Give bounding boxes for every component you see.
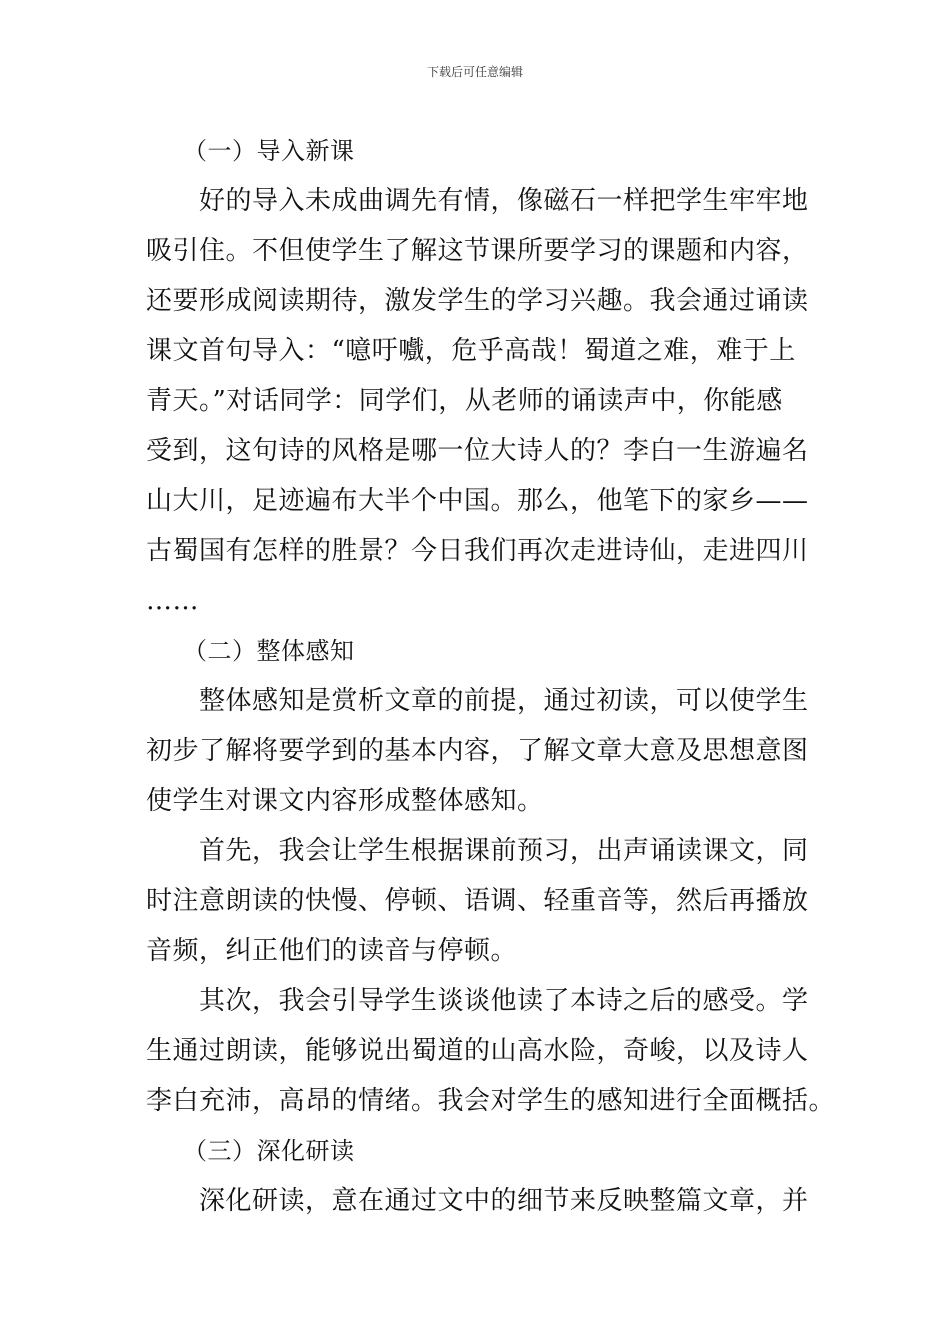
section-heading: （二）整体感知 [146, 637, 355, 665]
text-line: 时注意朗读的快慢、停顿、语调、轻重音等，然后再播放 [146, 886, 809, 916]
text-line: …… [146, 586, 199, 616]
text-line: 还要形成阅读期待，激发学生的学习兴趣。我会通过诵读 [146, 286, 809, 316]
text-line: 使学生对课文内容形成整体感知。 [146, 786, 544, 816]
section-heading: （一）导入新课 [146, 137, 355, 165]
text-line: 深化研读，意在通过文中的细节来反映整篇文章，并 [146, 1186, 809, 1216]
text-line: 吸引住。不但使学生了解这节课所要学习的课题和内容， [146, 236, 809, 266]
text-line: 好的导入未成曲调先有情，像磁石一样把学生牢牢地 [146, 186, 809, 216]
text-line: 其次，我会引导学生谈谈他读了本诗之后的感受。学 [146, 986, 809, 1016]
page-header: 下载后可任意编辑 [426, 65, 523, 79]
text-line: 受到，这句诗的风格是哪一位大诗人的？李白一生游遍名 [146, 436, 809, 466]
text-line: 音频，纠正他们的读音与停顿。 [146, 936, 518, 966]
text-line: 初步了解将要学到的基本内容，了解文章大意及思想意图 [146, 736, 809, 766]
text-line: 古蜀国有怎样的胜景？今日我们再次走进诗仙，走进四川 [146, 536, 809, 566]
text-line: 山大川，足迹遍布大半个中国。那么，他笔下的家乡—— [146, 486, 809, 516]
text-line: 青天。”对话同学：同学们，从老师的诵读声中，你能感 [146, 386, 783, 416]
document-body [146, 126, 836, 1226]
text-line: 李白充沛，高昂的情绪。我会对学生的感知进行全面概括。 [146, 1086, 836, 1116]
text-line: 课文首句导入：“噫吁嚱，危乎高哉！蜀道之难，难于上 [146, 336, 796, 366]
text-line: 生通过朗读，能够说出蜀道的山高水险，奇峻，以及诗人 [146, 1036, 809, 1066]
text-line: 首先，我会让学生根据课前预习，出声诵读课文，同 [146, 836, 809, 866]
section-heading: （三）深化研读 [146, 1137, 355, 1165]
text-line: 整体感知是赏析文章的前提，通过初读，可以使学生 [146, 686, 809, 716]
